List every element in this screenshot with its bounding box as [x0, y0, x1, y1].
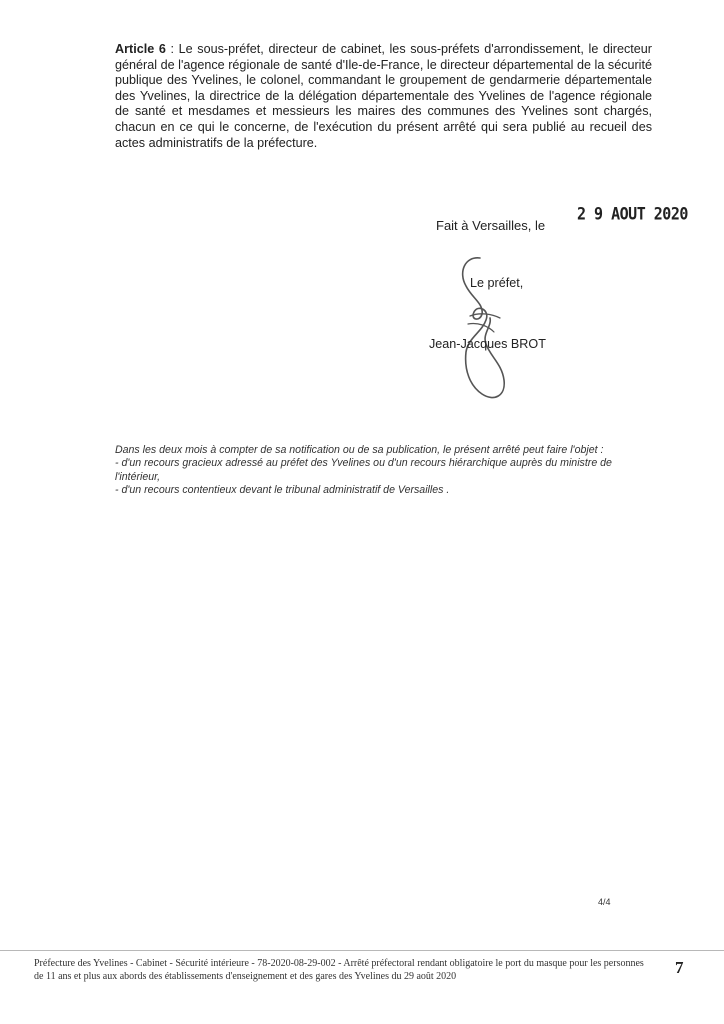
article-6-paragraph [115, 42, 652, 151]
appeal-notice [115, 444, 615, 498]
appeal-intro: Dans les deux mois à compter de sa notification ou de sa publication, le présent arrêté peut faire l'objet : [115, 444, 604, 456]
appeal-item-gracieux: - d'un recours gracieux adressé au préfet des Yvelines ou d'un recours hiérarchique auprès du ministre de l'intérieur, [115, 457, 612, 483]
footer-page-number: 7 [675, 958, 684, 977]
date-stamp: 2 9 AOUT 2020 [577, 203, 688, 225]
article-label: Article 6 [115, 42, 166, 56]
footer-text: Préfecture des Yvelines - Cabinet - Sécurité intérieure - 78-2020-08-29-002 - Arrêté préfectoral rendant obligatoire le port du masque pour les personnes de 11 ans et plus aux abords des établissements d'enseignement et des gares des Yvelines du 29 août 2020 [34, 958, 644, 982]
article-separator: : [165, 42, 179, 56]
signing-place: Fait à Versailles, le [436, 218, 546, 233]
appeal-item-contentieux: - d'un recours contentieux devant le tribunal administratif de Versailles . [115, 484, 450, 497]
article-text: Le sous-préfet, directeur de cabinet, les sous-préfets d'arrondissement, le directeur général de l'agence régionale de santé d'Ile-de-France, le directeur départemental de la sécurité publique des Yvelines, le colonel, commandant le groupement de gendarmerie départementale des Yvelines, la directrice de la délégation départementale des Yvelines de l'agence régionale de santé et mesdames et messieurs les maires des communes des Yvelines sont chargés, chacun en ce qui le concerne, de l'exécution du présent arrêté qui sera publié au recueil des actes administratifs de la préfecture. [115, 42, 653, 150]
signatory-name: Jean-Jacques BROT [429, 337, 546, 351]
signatory-title: Le préfet, [470, 276, 524, 290]
page-marker: 4/4 [598, 897, 611, 907]
footer-divider [0, 950, 724, 951]
